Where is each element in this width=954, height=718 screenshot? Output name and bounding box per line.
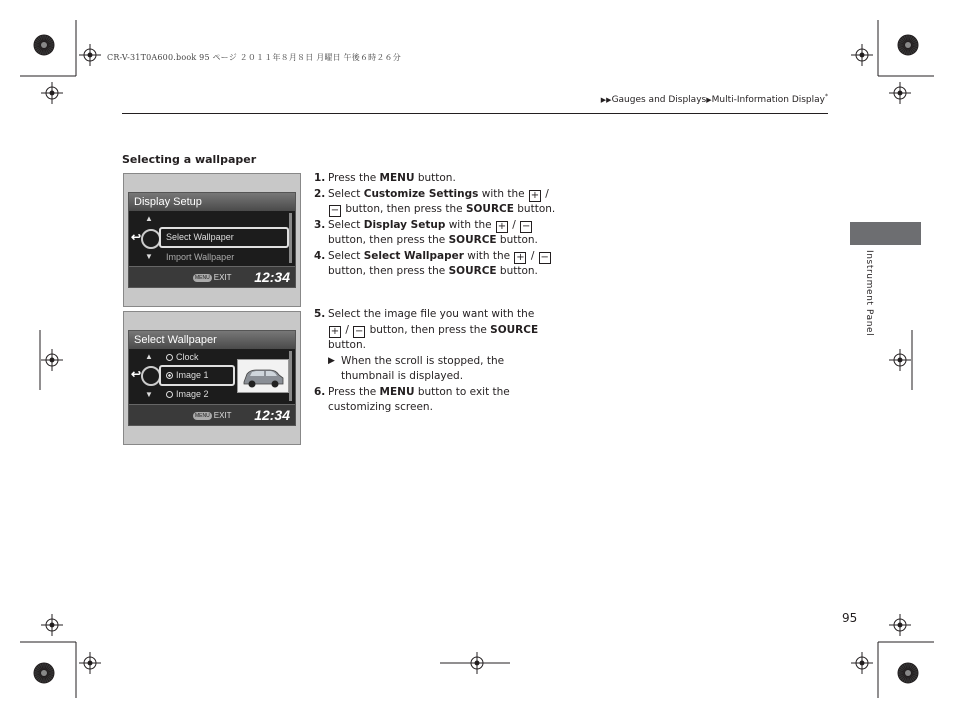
up-arrow-icon: ▲: [145, 214, 153, 223]
step-text: with the: [445, 218, 495, 231]
source-keyword: SOURCE: [465, 203, 514, 215]
radio-selected-icon: [166, 372, 173, 379]
breadcrumb-mid[interactable]: Multi-Information Display: [711, 95, 825, 105]
step-number: 4.: [314, 249, 326, 262]
plus-key-icon: +: [330, 325, 340, 337]
breadcrumb-gauges[interactable]: Gauges and Displays: [611, 95, 707, 105]
menu-keyword: Select Wallpaper: [363, 249, 464, 262]
menu-keyword: MENU: [379, 385, 415, 398]
lcd-item-label: Image 2: [176, 389, 209, 399]
minus-key-icon: −: [330, 205, 340, 216]
radio-icon: [166, 354, 173, 361]
step-text: button to exit the customizing screen.: [328, 385, 510, 413]
step-text: button.: [513, 203, 556, 215]
arrow-icon: ▶: [706, 96, 712, 104]
source-keyword: SOURCE: [490, 323, 539, 336]
lcd-status-bar: [129, 266, 295, 287]
star-target-center: [41, 42, 47, 48]
scrollbar: [289, 351, 292, 401]
lcd-item-image2: [166, 389, 209, 399]
star-target-center: [905, 42, 911, 48]
lcd-title: Select Wallpaper: [129, 331, 295, 349]
menu-keyword: Display Setup: [363, 218, 446, 231]
step-text: Select: [328, 249, 364, 262]
step-number: 6.: [314, 385, 326, 398]
file-header: CR-V-31T0A600.book 95 ページ ２０１１年８月８日 月曜日 午後６時２６分: [107, 53, 401, 62]
step-text: Select the image file you want with the: [328, 308, 535, 320]
double-arrow-icon: ▶▶: [600, 96, 612, 104]
source-keyword: SOURCE: [448, 265, 497, 277]
down-arrow-icon: ▼: [145, 252, 153, 261]
dial-icon: [141, 366, 161, 386]
step-text: Press the: [328, 385, 380, 398]
exit-label: EXIT: [213, 273, 232, 282]
step-text: button.: [496, 265, 538, 277]
page-number: 95: [842, 611, 858, 625]
scrollbar: [289, 213, 292, 263]
breadcrumb-asterisk: *: [825, 93, 828, 100]
step-text: Press the: [328, 172, 380, 184]
minus-key-icon: −: [521, 220, 531, 232]
step-number: 3.: [314, 218, 326, 231]
back-arrow-icon: ↩: [131, 367, 142, 381]
steps-list-2: [314, 307, 559, 416]
section-title: Selecting a wallpaper: [122, 153, 257, 166]
slash: /: [545, 187, 549, 200]
exit-hint: [193, 411, 232, 420]
menu-keyword: Customize Settings: [363, 187, 479, 200]
exit-label: EXIT: [213, 411, 232, 420]
step-number: 1.: [314, 172, 326, 184]
step-5: [314, 307, 559, 385]
lcd-item-select-wallpaper: Select Wallpaper: [166, 232, 234, 242]
slash: /: [530, 249, 535, 262]
lcd-item-label: Clock: [176, 352, 199, 362]
step-text: button.: [414, 172, 456, 184]
slash: /: [512, 218, 516, 231]
step-text: with the: [463, 249, 514, 262]
clock-time: 12:34: [254, 407, 290, 423]
star-target-center: [905, 670, 911, 676]
step-4: [314, 249, 559, 280]
lcd-item-label: Image 1: [176, 370, 209, 380]
steps-list-1: [314, 171, 559, 280]
chapter-tab: [850, 222, 921, 245]
lcd-display: [128, 192, 296, 288]
header-rule: [122, 113, 828, 114]
lcd-display: [128, 330, 296, 426]
lcd-item-import-wallpaper: Import Wallpaper: [166, 252, 235, 262]
step-text: with the: [478, 187, 528, 200]
step-6: [314, 385, 559, 416]
select-wallpaper-screenshot: [123, 311, 301, 445]
menu-badge-icon: MENU: [195, 275, 210, 281]
back-arrow-icon: ↩: [131, 230, 142, 244]
step-text: Select: [328, 218, 364, 231]
car-thumbnail-image: [237, 359, 289, 393]
step-number: 2.: [314, 187, 326, 200]
plus-key-icon: +: [497, 220, 507, 232]
lcd-title: Display Setup: [129, 193, 295, 211]
down-arrow-icon: ▼: [145, 390, 153, 399]
breadcrumb: [560, 93, 828, 105]
step-text: button.: [328, 339, 366, 351]
lcd-item-clock: [166, 352, 199, 362]
up-arrow-icon: ▲: [145, 352, 153, 361]
note: [328, 354, 559, 385]
step-text: Select: [328, 187, 364, 200]
star-target-center: [41, 670, 47, 676]
menu-keyword: MENU: [379, 172, 415, 184]
display-setup-screenshot: [123, 173, 301, 307]
plus-key-icon: +: [516, 251, 525, 263]
minus-key-icon: −: [540, 251, 549, 263]
note-text: When the scroll is stopped, the thumbnail is displayed.: [341, 354, 505, 382]
dial-icon: [141, 229, 161, 249]
step-text: button, then press the: [342, 203, 466, 215]
step-2: [314, 187, 559, 218]
plus-key-icon: +: [530, 189, 540, 201]
minus-key-icon: −: [355, 325, 364, 337]
step-text: button, then press the: [328, 265, 449, 277]
radio-icon: [166, 391, 173, 398]
step-text: button, then press the: [328, 234, 449, 246]
slash: /: [345, 323, 349, 336]
step-1: [314, 171, 559, 187]
exit-hint: [193, 273, 232, 282]
lcd-item-image1: [166, 370, 209, 380]
chapter-label: Instrument Panel: [864, 250, 874, 337]
step-text: button.: [496, 234, 538, 246]
step-text: button, then press the: [366, 323, 491, 336]
note-arrow-icon: ▶: [328, 355, 335, 366]
source-keyword: SOURCE: [448, 234, 497, 246]
clock-time: 12:34: [254, 269, 290, 285]
step-3: [314, 218, 559, 249]
menu-badge-icon: MENU: [195, 413, 210, 419]
step-number: 5.: [314, 308, 326, 320]
lcd-status-bar: [129, 404, 295, 425]
